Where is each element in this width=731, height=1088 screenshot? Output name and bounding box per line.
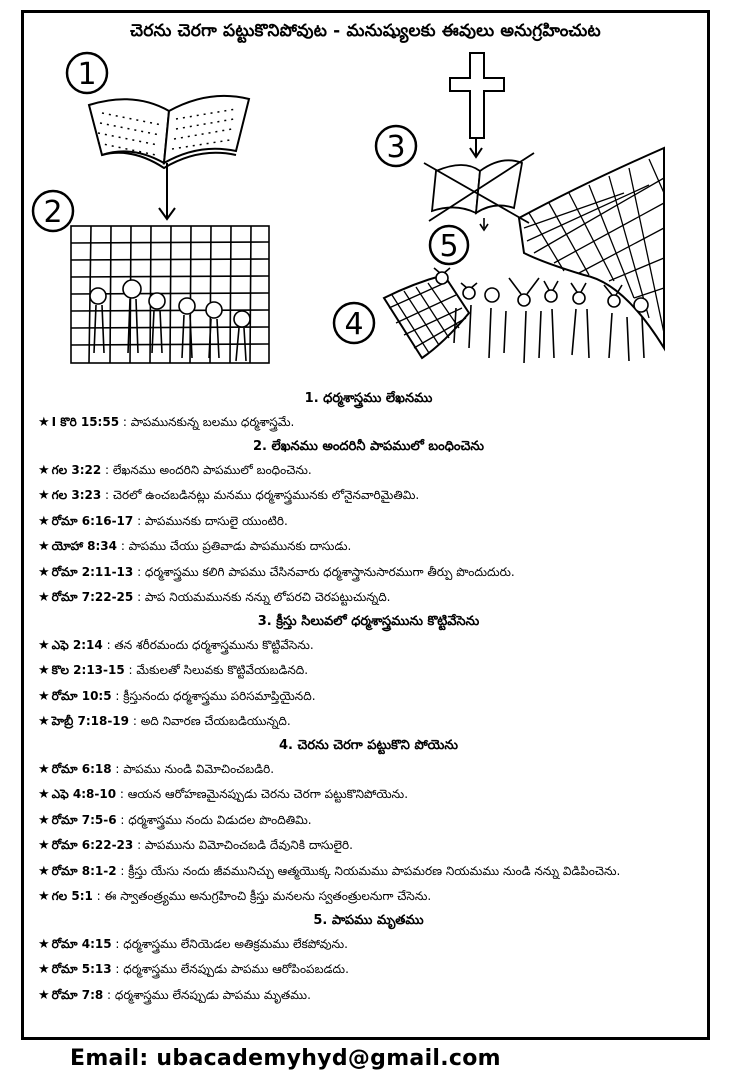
verse-ref: రోమా 5:13 [51,962,112,976]
section-heading: 2. లేఖనము అందరినీ పాపములో బంధించెను [253,438,484,454]
verse-ref: కొల 2:13-15 [51,663,125,677]
star-icon: ★ [38,787,50,802]
verse-text: : క్రీస్తునందు ధర్మశాస్త్రము పరిసమాప్తియైనది. [111,688,316,703]
verse-item [38,509,699,535]
open-book-icon [89,96,249,168]
verse-text: : ధర్మశాస్త్రము నందు విడుదల పొందితిమి. [116,812,312,827]
verse-text: : ధర్మశాస్త్రము కలిగి పాపము చేసినవారు ధర్మశాస్త్రానుసారముగా తీర్పు పొందుదురు. [133,564,515,579]
verse-text: : ధర్మశాస్త్రము లేనప్పుడు పాపము ఆరోపింపబడదు. [111,962,349,976]
star-icon: ★ [38,590,50,605]
verse-text: : పాపమునకు దాసులై యుంటిరి. [133,513,288,528]
star-icon: ★ [38,761,50,777]
verse-item [38,633,699,659]
verse-ref: రోమా 6:16-17 [51,513,134,528]
verse-ref: రోమా 10:5 [51,688,112,703]
star-icon: ★ [38,889,50,904]
star-icon: ★ [38,513,50,529]
star-icon: ★ [38,714,50,729]
verse-item [38,410,699,436]
verse-item [38,483,699,509]
cross-icon [450,53,504,138]
verse-text: : తన శరీరమందు ధర్మశాస్త్రమును కొట్టివేసెను. [102,637,314,652]
star-icon: ★ [38,936,50,952]
verse-text: : ధర్మశాస్త్రము లేనప్పుడు పాపము మృతము. [103,987,311,1002]
contact-email: Email: ubacademyhyd@gmail.com [70,1046,501,1071]
label-3: 3 [386,130,406,165]
section-heading: 3. క్రీస్తు సిలువలో ధర్మశాస్త్రమును కొట్టివేసెను [257,613,480,629]
verse-ref: రోమా 7:22-25 [51,590,134,604]
verse-ref: రోమా 8:1-2 [51,863,117,878]
label-1: 1 [77,57,97,92]
verse-item [38,884,699,910]
star-icon: ★ [38,539,50,554]
verse-item [38,983,699,1009]
star-icon: ★ [38,688,50,704]
verse-ref: గల 3:22 [51,462,102,477]
verse-ref: గల 5:1 [51,889,93,903]
verse-ref: ఎఫె 4:8-10 [51,787,117,801]
verse-ref: యోహా 8:34 [51,539,117,553]
star-icon: ★ [38,564,50,580]
page-frame [21,10,710,1040]
arrow-down-icon [480,218,488,230]
verse-item [38,757,699,783]
star-icon: ★ [38,838,50,853]
verse-item [38,859,699,885]
page-title: చెరను చెరగా పట్టుకొనిపోవుట - మనుష్యులకు ఈవులు అనుగ్రహించుట [130,21,601,41]
verse-item [38,458,699,484]
star-icon: ★ [38,812,50,828]
verse-text: : పాపము నుండి విమోచించబడిరి. [111,761,275,776]
verse-item [38,684,699,710]
verse-text: : అది నివారణ చేయబడియున్నది. [129,714,291,728]
verse-text: : క్రీస్తు యేసు నందు జీవమునిచ్చు ఆత్మయొక్క నియమము పాపమరణ నియమము నుండి నన్ను విడిపించెను. [116,863,621,878]
verse-item [38,658,699,684]
verse-text: : ఈ స్వాతంత్ర్యము అనుగ్రహించి క్రీస్తు మనలను స్వతంత్రులనుగా చేసెను. [92,889,432,903]
verse-item [38,833,699,859]
verse-text: : మేకులతో సిలువకు కొట్టివేయబడినది. [124,663,309,677]
verse-ref: I కొరి 15:55 [51,415,120,429]
verse-ref: రోమా 4:15 [51,936,112,951]
star-icon: ★ [38,415,50,430]
section-heading: 5. పాపము మృతము [313,912,424,928]
verse-ref: రోమా 7:5-6 [51,812,117,827]
verse-item [38,534,699,560]
verse-item [38,782,699,808]
section-heading: 4. చెరను చెరగా పట్టుకొని పోయెను [278,737,459,753]
verse-text: : చెరలో ఉంచబడినట్లు మనము ధర్మశాస్త్రమునకు లోనైనవారిమైతిమి. [101,488,420,502]
star-icon: ★ [38,462,50,478]
verse-item [38,808,699,834]
label-5: 5 [439,229,459,264]
star-icon: ★ [38,663,50,678]
verse-text: : పాపము చేయు ప్రతివాడు పాపమునకు దాసుడు. [117,539,352,553]
verse-text: : ధర్మశాస్త్రము లేనియెడల అతిక్రమము లేకపోవును. [111,936,348,951]
arrow-down-icon [470,138,482,157]
verse-ref: రోమా 6:22-23 [51,838,134,852]
verse-text: : పాప నియమమునకు నన్ను లోపరచి చెరపట్టుచున్నది. [133,590,391,604]
verse-text: : ఆయన ఆరోహణమైనప్పుడు చెరను చెరగా పట్టుకొనిపోయెను. [116,787,409,801]
verse-text: : పాపమునకున్న బలము ధర్మశాస్త్రమే. [119,415,295,429]
label-4: 4 [344,307,364,342]
section-heading: 1. ధర్మశాస్త్రము లేఖనము [304,391,433,406]
verse-item [38,560,699,586]
verse-list [38,388,699,1008]
verse-item [38,709,699,735]
star-icon: ★ [38,987,50,1003]
verse-ref: రోమా 2:11-13 [51,564,134,579]
verse-item [38,585,699,611]
arrow-down-icon [159,163,175,219]
star-icon: ★ [38,637,50,653]
label-2: 2 [43,195,63,230]
verse-text: : పాపమును విమోచించబడి దేవునికి దాసులైరి. [133,838,353,852]
star-icon: ★ [38,962,50,977]
verse-ref: రోమా 7:8 [51,987,104,1002]
verse-ref: గల 3:23 [51,488,102,502]
verse-ref: రోమా 6:18 [51,761,112,776]
star-icon: ★ [38,863,50,879]
verse-text: : లేఖనము అందరిని పాపములో బంధించెను. [101,462,312,477]
verse-ref: హెబ్రీ 7:18-19 [51,714,130,728]
illustration [24,13,713,393]
verse-item [38,932,699,958]
verse-item [38,957,699,983]
star-icon: ★ [38,488,50,503]
verse-ref: ఎఫె 2:14 [51,637,103,652]
crossed-book-icon [424,153,534,223]
